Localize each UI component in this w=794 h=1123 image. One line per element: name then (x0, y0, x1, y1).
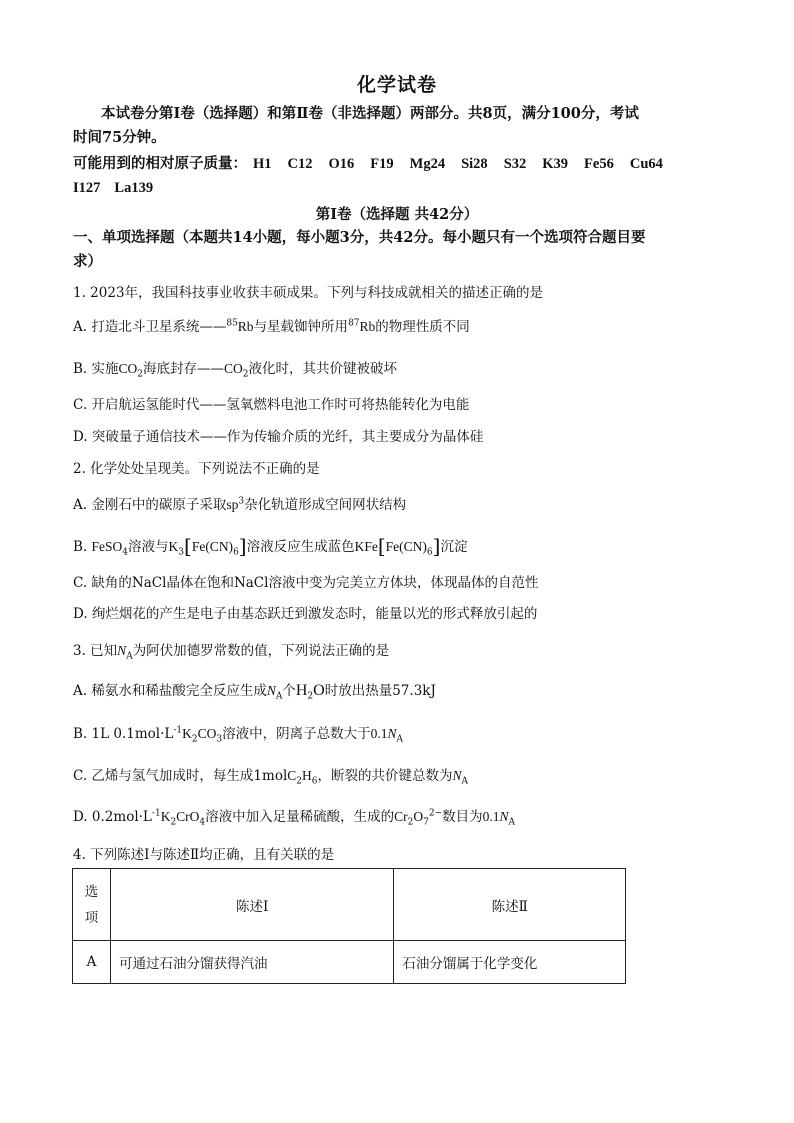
mass-cu: Cu64 (629, 156, 663, 172)
question-2-option-c: C. 缺角的NaCl晶体在饱和NaCl溶液中变为完美立方体块，体现晶体的自范性 (73, 575, 539, 591)
q2-b-mid2: 溶液反应生成蓝色 (246, 539, 355, 555)
table-cell-option: A (73, 941, 111, 984)
q3-b-val: 0.1 (370, 726, 388, 741)
mass-s: S32 (503, 156, 527, 172)
q3-stem-end: 为阿伏加德罗常数的值，下列说法正确的是 (132, 643, 390, 659)
q3-b-mid: 溶液中，阴离子总数大于 (222, 726, 371, 742)
question-3-stem (73, 642, 733, 660)
q3-d-charge: 2− (428, 808, 443, 819)
q3-c-sub6: 6 (311, 776, 318, 787)
q1-a-sup2: 87 (348, 318, 360, 329)
q2-a-sup: 3 (238, 496, 245, 507)
q3-b-k: K (182, 726, 192, 741)
mass-o: O16 (328, 156, 355, 172)
table-header-row (73, 869, 626, 941)
question-3-option-b (73, 725, 733, 743)
q1-b-sub2: 2 (242, 369, 249, 380)
mass-fe: Fe56 (584, 156, 614, 172)
q3-b-a: A (396, 734, 403, 745)
q2-b-fecn2: Fe(CN) (385, 539, 427, 554)
atomic-mass-label: 可能用到的相对原子质量： (73, 155, 247, 172)
question-1-stem: 1. 2023年，我国科技事业收获丰硕成果。下列与科技成就相关的描述正确的是 (73, 285, 544, 301)
q3-a-a: A (275, 691, 283, 702)
mass-i: I127 (73, 180, 101, 196)
q1-b-end: 液化时，其共价键被破坏 (248, 361, 398, 377)
q1-a-mid: 与星载铷钟所用 (253, 319, 349, 335)
q3-d-cr: Cr (394, 809, 408, 824)
q3-d-sub-cr2: 2 (407, 817, 414, 828)
q3-a-h: H (295, 682, 308, 699)
q2-b-sub6b: 6 (426, 547, 433, 558)
q3-d-cro: CrO (176, 809, 200, 824)
mass-la: La139 (114, 180, 154, 196)
q3-d-sup: -1 (151, 808, 161, 819)
question-2-option-a (73, 496, 733, 514)
mass-mg: Mg24 (409, 156, 446, 172)
q3-a-mid: 个 (282, 683, 296, 699)
q3-d-a: A (508, 817, 516, 828)
q2-b-feso: FeSO (91, 539, 123, 554)
atomic-mass-list-2 (73, 176, 723, 200)
q3-d-mid: 溶液中加入足量稀硫酸，生成的 (205, 809, 395, 825)
q2-b-k: K (168, 539, 179, 554)
section-heading-2: 求） (73, 253, 102, 270)
q3-c-sub2: 2 (296, 776, 303, 787)
mass-c: C12 (287, 156, 313, 172)
q3-stem-a: A (126, 651, 133, 662)
question-1-option-a (73, 318, 733, 336)
q1-a-text: A. 打造北斗卫星系统—— (73, 319, 227, 335)
q3-b-co: CO (197, 726, 217, 741)
q3-c-n: N (452, 768, 462, 783)
intro-line-2: 时间75分钟。 (73, 129, 166, 146)
atomic-mass-list (73, 152, 723, 176)
q2-b-sub4: 4 (122, 547, 129, 558)
q3-stem-prefix: 3. 已知 (73, 643, 118, 659)
q3-b-text: B. 1L 0.1mol·L (73, 726, 174, 742)
question-1-option-b (73, 360, 733, 378)
question-3-option-c (73, 767, 733, 785)
q1-b-text: B. 实施 (73, 361, 119, 377)
mass-f: F19 (370, 156, 394, 172)
q1-b-sub1: 2 (137, 369, 144, 380)
q3-stem-n: N (117, 643, 127, 658)
table-header-option: 选项 (73, 869, 111, 941)
q2-b-sub6a: 6 (233, 547, 239, 558)
table-row (73, 941, 626, 984)
section-title: 第Ⅰ卷（选择题 共42分） (315, 206, 479, 223)
question-3-option-a (73, 682, 733, 700)
q3-b-n: N (387, 726, 397, 741)
q2-b-kfe: KFe (354, 539, 378, 554)
q3-c-text: C. 乙烯与氢气加成时，每生成1mol (73, 768, 288, 784)
q3-d-val: 0.1 (482, 809, 500, 824)
section-heading-1: 一、单项选择题（本题共14小题，每小题3分，共42分。每小题只有一个选项符合题目要 (73, 229, 646, 246)
q3-a-text: A. 稀氨水和稀盐酸完全反应生成 (73, 683, 267, 699)
mass-k: K39 (542, 156, 569, 172)
q3-a-o: O (313, 682, 325, 699)
q3-d-mid2: 数目为 (442, 809, 483, 825)
q2-b-text: B. (73, 539, 92, 555)
q3-d-sub4: 4 (199, 817, 206, 828)
question-1-option-d: D. 突破量子通信技术——作为传输介质的光纤，其主要成分为晶体硅 (73, 429, 484, 445)
question-2-option-d: D. 绚烂烟花的产生是电子由基态跃迁到激发态时，能量以光的形式释放引起的 (73, 606, 538, 622)
statement-table (72, 868, 626, 984)
table-cell-statement-2: 石油分馏属于化学变化 (394, 941, 626, 984)
q2-a-text: A. 金刚石中的碳原子采取 (73, 497, 227, 513)
q1-b-mid: 海底封存—— (143, 361, 225, 377)
question-2-option-b: B. FeSO$_4$溶液与$K_3[Fe(CN)_6]$溶液反应生成蓝色$KFe[Fe(CN)_6]$沉淀 (73, 534, 468, 558)
q3-d-sub2: 2 (170, 817, 177, 828)
question-1-option-c: C. 开启航运氢能时代——氢氧燃料电池工作时可将热能转化为电能 (73, 397, 470, 413)
q3-d-k: K (160, 809, 171, 824)
q2-a-end: 杂化轨道形成空间网状结构 (244, 497, 407, 513)
table-header-statement-1: 陈述Ⅰ (110, 869, 393, 941)
q1-a-rb2: Rb (359, 319, 376, 334)
q1-b-co2b: CO (224, 361, 243, 376)
q3-a-sub2: 2 (307, 691, 314, 702)
q2-b-fecn1: Fe(CN) (191, 539, 234, 554)
question-2-stem: 2. 化学处处呈现美。下列说法不正确的是 (73, 461, 320, 477)
mass-si: Si28 (461, 156, 488, 172)
q3-c-mid: ，断裂的共价键总数为 (317, 768, 453, 784)
q3-c-h: H (302, 768, 312, 783)
q3-b-sub2: 2 (191, 734, 198, 745)
q3-a-n: N (266, 683, 276, 698)
q2-b-end: 沉淀 (440, 539, 468, 555)
table-cell-statement-1: 可通过石油分馏获得汽油 (110, 941, 393, 984)
table-header-statement-2: 陈述Ⅱ (394, 869, 626, 941)
q3-d-sub7: 7 (423, 817, 429, 828)
q3-d-text: D. 0.2mol·L (73, 809, 152, 825)
intro-line-1: 本试卷分第Ⅰ卷（选择题）和第Ⅱ卷（非选择题）两部分。共8页，满分100分，考试 (101, 105, 639, 122)
q1-a-rb1: Rb (237, 319, 254, 334)
question-3-option-d (73, 808, 733, 826)
q3-d-n: N (499, 809, 509, 824)
q3-b-sub3: 3 (216, 734, 223, 745)
q3-d-o: O (413, 809, 424, 824)
question-4-stem: 4. 下列陈述Ⅰ与陈述Ⅱ均正确，且有关联的是 (73, 847, 335, 863)
q3-c-c: C (287, 768, 297, 783)
q3-a-end: 时放出热量57.3kJ (324, 683, 436, 699)
q1-a-end: 的物理性质不同 (375, 319, 470, 335)
q3-c-a: A (461, 776, 469, 787)
q2-b-sub3: 3 (178, 547, 184, 558)
q2-b-mid1: 溶液与 (128, 539, 169, 555)
q1-a-sup1: 85 (226, 318, 238, 329)
q3-b-sup: -1 (173, 725, 183, 736)
q2-a-sp: sp (226, 497, 239, 512)
mass-h: H1 (253, 156, 272, 172)
page-title: 化学试卷 (356, 74, 437, 96)
q1-b-co2a: CO (118, 361, 138, 376)
